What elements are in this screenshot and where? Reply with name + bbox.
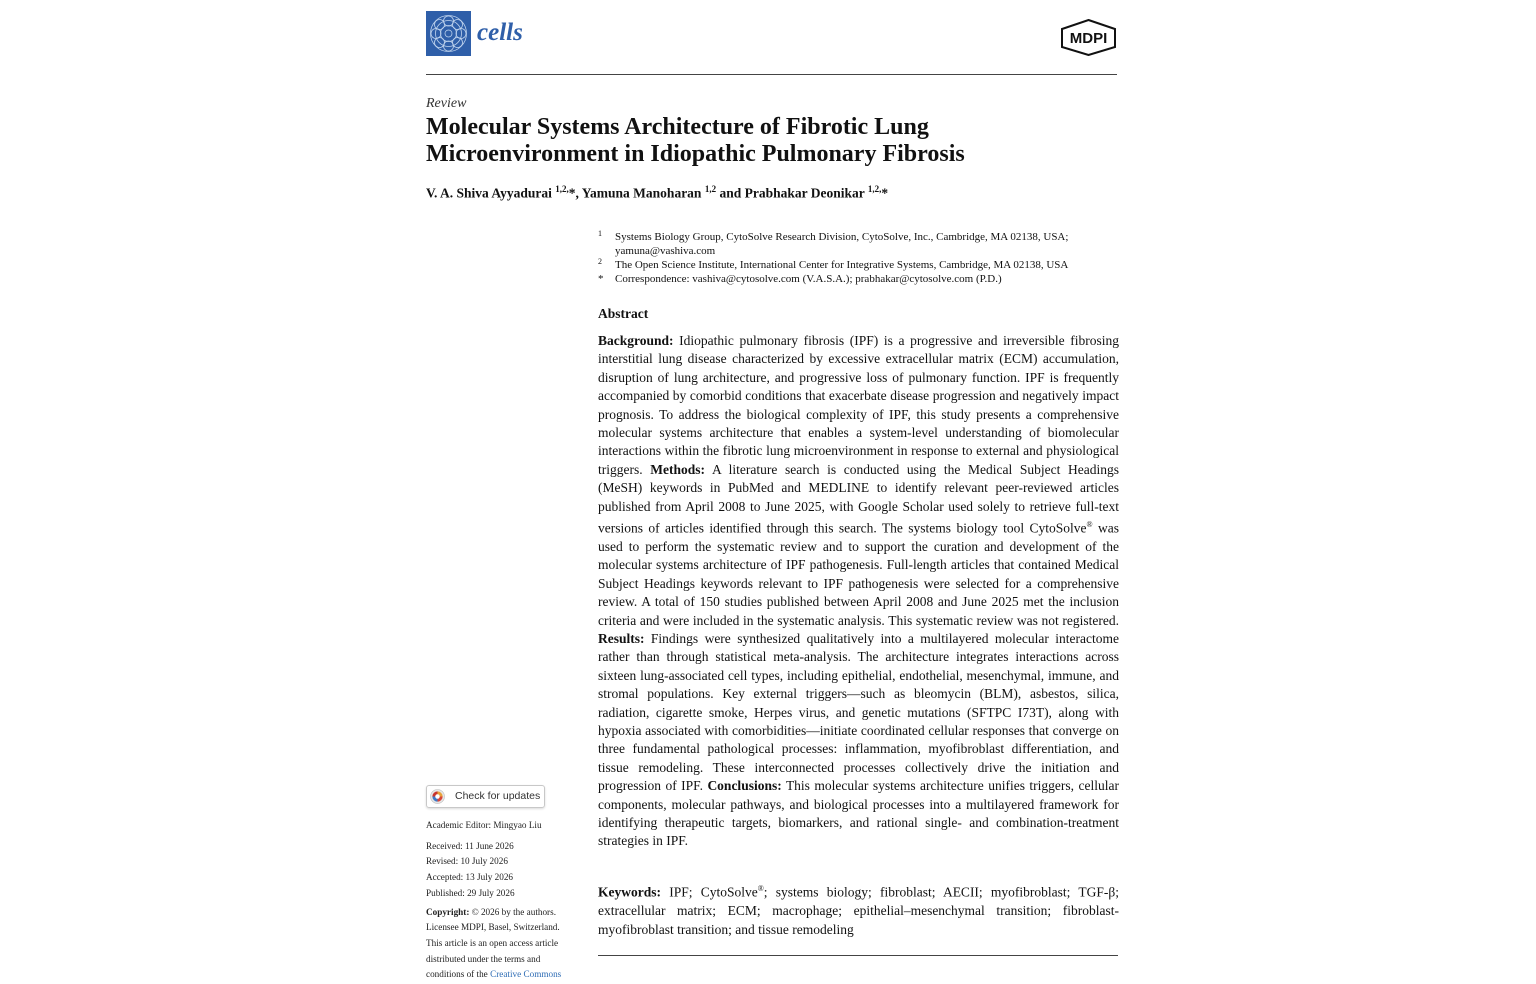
abstract-divider: [598, 955, 1118, 956]
creative-commons-link[interactable]: Creative Commons: [490, 969, 562, 980]
check-for-updates-button[interactable]: [426, 785, 545, 808]
correspondence-text: Correspondence: vashiva@cytosolve.com (V.A.S.A.); prabhakar@cytosolve.com (P.D.): [615, 273, 1002, 285]
affiliation-item: [598, 258, 1118, 272]
copyright-text: © 2026 by the authors.: [469, 906, 556, 917]
corresponding-mark: *: [881, 185, 889, 201]
correspondence-mark: *: [598, 273, 604, 285]
affiliation-number: 2: [598, 257, 602, 266]
affiliations: [598, 230, 1118, 286]
abstract-body: [598, 332, 1119, 851]
correspondence-item: [598, 272, 1118, 286]
accepted-date: Accepted: 13 July 2026: [426, 872, 514, 883]
background-text: Idiopathic pulmonary fibrosis (IPF) is a progressive and irreversible fibrosing interstitial lung disease characterized by excessive extracellular matrix (ECM) accumulation, disruption of lung architecture, and progressive loss of pulmonary function. IPF is frequently accompanied by comorbid conditions that exacerbate disease progression and negatively impact prognosis. To address the biological complexity of IPF, this study presents a comprehensive molecular systems architecture that enables a system-level understanding of biomolecular interactions within the fibrotic lung microenvironment in response to external and physiological triggers.: [598, 333, 1119, 477]
registered-mark: ®: [1086, 520, 1093, 530]
cells-logo-icon: [426, 11, 471, 56]
keywords-text-cont: ; systems biology; fibroblast; AECII; myofibroblast; TGF-β; extracellular matrix; ECM; macrophage; epithelial–mesenchymal transition; fibroblast-myofibroblast transition; and tissue remodeling: [598, 884, 1119, 937]
author-name: Prabhakar Deonikar: [744, 185, 865, 201]
author-list: [426, 184, 888, 202]
license-line: [426, 967, 586, 983]
author-separator: ,: [575, 185, 582, 201]
academic-editor: Academic Editor: Mingyao Liu: [426, 820, 542, 830]
article-sidebar: [426, 785, 586, 983]
author-affiliation: 1,2,: [867, 184, 882, 194]
author-separator: and: [716, 185, 745, 201]
keywords-label: Keywords:: [598, 884, 661, 900]
article-type: Review: [426, 96, 467, 111]
affiliation-text: The Open Science Institute, International Center for Integrative Systems, Cambridge, MA 02138, USA: [615, 259, 1069, 271]
author-name: V. A. Shiva Ayyadurai: [426, 185, 552, 201]
revised-date: Revised: 10 July 2026: [426, 856, 508, 867]
abstract-heading: Abstract: [598, 306, 649, 321]
license-line: This article is an open access article: [426, 937, 559, 948]
published-date: Published: 29 July 2026: [426, 887, 515, 898]
corresponding-mark: *: [568, 185, 576, 201]
keywords-text: IPF; CytoSolve: [661, 884, 758, 900]
affiliation-email[interactable]: yamuna@vashiva.com: [615, 245, 716, 257]
header-divider: [426, 74, 1117, 75]
conclusions-label: Conclusions:: [707, 778, 782, 794]
methods-text-cont: was used to perform the systematic review and to support the curation and development of the molecular systems architecture of IPF pathogenesis. Full-length articles that contained Medical Subject Headings keywords relevant to IPF pathogenesis were selected for a comprehensive review. A total of 150 studies published between April 2008 and June 2025 met the inclusion criteria and were included in the systematic analysis. This systematic review was not registered.: [598, 520, 1119, 628]
mdpi-logo: [1060, 19, 1117, 56]
affiliation-text: Systems Biology Group, CytoSolve Research Division, CytoSolve, Inc., Cambridge, MA 02138, USA;: [615, 231, 1069, 243]
author-name: Yamuna Manoharan: [581, 185, 702, 201]
results-label: Results:: [598, 631, 645, 646]
journal-header: [426, 11, 1117, 75]
title-line-1: Molecular Systems Architecture of Fibrotic Lung: [426, 114, 929, 140]
license-line: distributed under the terms and: [426, 953, 541, 964]
affiliation-number: 1: [598, 229, 602, 238]
copyright-label: Copyright:: [426, 906, 470, 917]
check-for-updates-label: Check for updates: [455, 789, 541, 802]
results-text: Findings were synthesized qualitatively into a multilayered molecular interactome rather than through statistical meta-analysis. The architecture integrates interactions across sixteen lung-associated cell types, including epithelial, endothelial, mesenchymal, immune, and stromal populations. Key external triggers—such as bleomycin (BLM), asbestos, silica, radiation, cigarette smoke, Herpes virus, and genetic mutations (SFTPC I73T), along with hypoxia associated with comorbidities—initiate coordinated cellular responses that converge on three fundamental pathological processes: inflammation, myofibroblast differentiation, and tissue remodeling. These interconnected processes collectively drive the initiation and progression of IPF.: [598, 631, 1119, 794]
methods-label: Methods:: [650, 461, 706, 477]
author-affiliation: 1,2,: [555, 184, 569, 194]
methods-text: A literature search is conducted using the Medical Subject Headings (MeSH) keywords in PubMed and MEDLINE to identify relevant peer-reviewed articles published from April 2008 to June 2025, with Google Scholar used solely to retrieve full-text versions of articles identified through this search. The systems biology tool CytoSolve: [598, 461, 1119, 536]
copyright-line: [426, 905, 586, 921]
license-text: conditions of the: [426, 969, 491, 980]
mdpi-logo-text: MDPI: [1069, 30, 1108, 47]
journal-name: cells: [477, 19, 523, 46]
license-line: Licensee MDPI, Basel, Switzerland.: [426, 922, 560, 933]
received-date: Received: 11 June 2026: [426, 840, 514, 851]
article-title: [426, 114, 1126, 168]
author-affiliation: 1,2: [704, 184, 717, 194]
affiliation-item: [598, 230, 1118, 258]
title-line-2: Microenvironment in Idiopathic Pulmonary Fibrosis: [426, 141, 965, 167]
check-updates-icon: [430, 789, 445, 804]
conclusions-text: This molecular systems architecture unifies triggers, cellular components, molecular pathways, and biological processes into a multilayered framework for identifying therapeutic targets, biomarkers, and rational single- and combination-treatment strategies in IPF.: [598, 778, 1119, 849]
background-label: Background:: [598, 333, 674, 348]
keywords: [598, 880, 1119, 939]
registered-mark: ®: [757, 884, 764, 893]
